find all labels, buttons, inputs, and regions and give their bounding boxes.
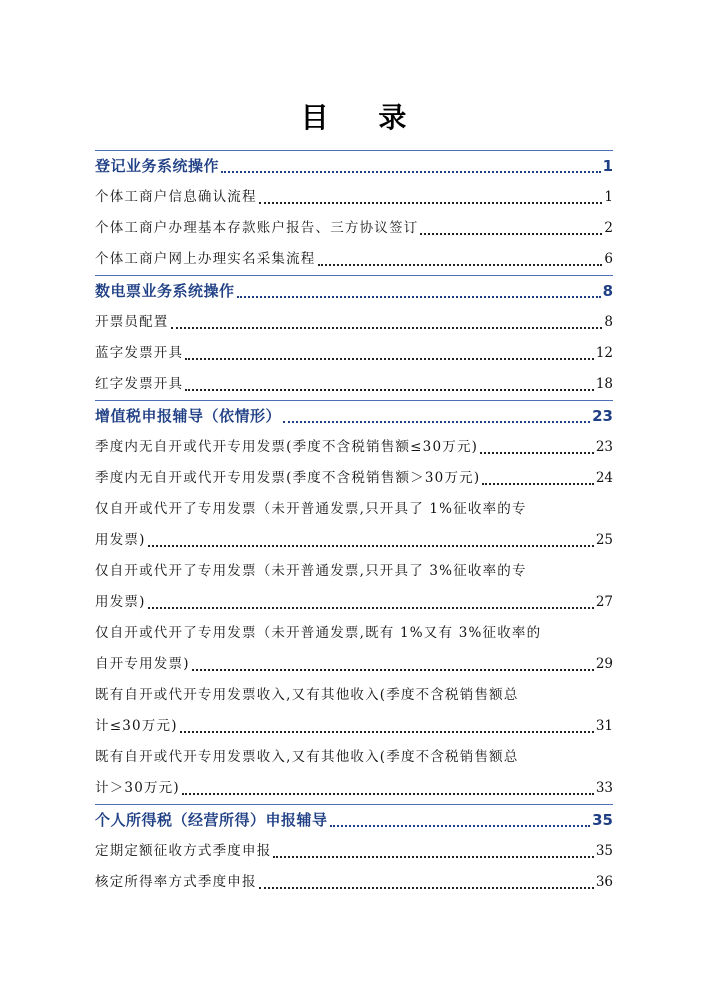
toc-page-number: 29 [595, 656, 613, 672]
toc-entry-label: 个体工商户信息确认流程 [95, 189, 257, 205]
toc-entry-label: 定期定额征收方式季度申报 [95, 843, 272, 859]
toc-entry[interactable] [95, 307, 613, 338]
toc-entry[interactable] [95, 867, 613, 898]
toc-entry-label: 增值税申报辅导（依情形） [95, 407, 282, 425]
toc-entry-label: 自开专用发票) [95, 656, 190, 672]
toc-entry-label: 核定所得率方式季度申报 [95, 874, 257, 890]
toc-page-number: 27 [595, 594, 613, 610]
toc-page-number: 2 [604, 220, 613, 236]
toc-section-heading[interactable] [95, 804, 613, 836]
dot-leader [182, 793, 594, 795]
toc-page-number: 1 [602, 157, 613, 175]
toc-entry[interactable] [95, 432, 613, 463]
toc-page-number: 6 [604, 251, 613, 267]
toc-entry[interactable] [95, 213, 613, 244]
toc-entry-label: 数电票业务系统操作 [95, 282, 235, 300]
toc-page-number: 25 [595, 532, 613, 548]
toc-page-number: 1 [604, 189, 613, 205]
dot-leader [148, 607, 594, 609]
dot-leader [259, 887, 594, 889]
toc-page-number: 35 [595, 843, 613, 859]
toc-page-number: 18 [595, 376, 613, 392]
toc-entry-label: 用发票) [95, 532, 146, 548]
toc-entry-label: 个体工商户网上办理实名采集流程 [95, 251, 316, 267]
toc-entry[interactable] [95, 494, 613, 556]
dot-leader [330, 825, 591, 827]
dot-leader [237, 296, 601, 298]
dot-leader [185, 389, 594, 391]
toc-entry-label-line1: 仅自开或代开了专用发票（未开普通发票,既有 1%又有 3%征收率的 [95, 625, 542, 641]
toc-entry[interactable] [95, 182, 613, 213]
dot-leader [148, 545, 594, 547]
toc-entry-label-line1: 仅自开或代开了专用发票（未开普通发票,只开具了 3%征收率的专 [95, 563, 527, 579]
toc-page-number: 8 [604, 314, 613, 330]
dot-leader [482, 483, 594, 485]
dot-leader [318, 264, 603, 266]
toc-entry-label: 蓝字发票开具 [95, 345, 184, 361]
toc-page-number: 31 [595, 718, 613, 734]
toc-entry[interactable] [95, 244, 613, 275]
dot-leader [192, 669, 594, 671]
toc-entry[interactable] [95, 338, 613, 369]
toc-section-heading[interactable] [95, 275, 613, 307]
toc-page-number: 36 [595, 874, 613, 890]
dot-leader [420, 233, 602, 235]
toc-entry-label-line1: 既有自开或代开专用发票收入,又有其他收入(季度不含税销售额总 [95, 749, 519, 765]
toc-entry-label: 用发票) [95, 594, 146, 610]
toc-entry[interactable] [95, 742, 613, 804]
dot-leader [273, 856, 593, 858]
dot-leader [185, 358, 594, 360]
toc-entry[interactable] [95, 463, 613, 494]
toc-entry[interactable] [95, 369, 613, 400]
dot-leader [171, 327, 603, 329]
toc-page-number: 35 [592, 811, 613, 829]
toc-section-heading[interactable] [95, 150, 613, 182]
toc-entry-label: 季度内无自开或代开专用发票(季度不含税销售额＞30万元) [95, 470, 481, 486]
toc-entry-label: 季度内无自开或代开专用发票(季度不含税销售额≤30万元) [95, 439, 479, 455]
toc-page-number: 33 [595, 780, 613, 796]
toc-entry-label: 个人所得税（经营所得）申报辅导 [95, 811, 328, 829]
toc-entry-label: 登记业务系统操作 [95, 157, 220, 175]
toc-entry-label: 计＞30万元) [95, 780, 180, 796]
toc-page-number: 12 [595, 345, 613, 361]
toc-entry-label: 个体工商户办理基本存款账户报告、三方协议签订 [95, 220, 419, 236]
toc-entry[interactable] [95, 680, 613, 742]
dot-leader [480, 452, 594, 454]
toc-entry[interactable] [95, 836, 613, 867]
dot-leader [259, 202, 603, 204]
toc-page-number: 23 [592, 407, 613, 425]
table-of-contents [95, 150, 613, 898]
toc-entry[interactable] [95, 556, 613, 618]
toc-page-number: 8 [602, 282, 613, 300]
toc-entry-label-line1: 既有自开或代开专用发票收入,又有其他收入(季度不含税销售额总 [95, 687, 519, 703]
dot-leader [180, 731, 594, 733]
toc-section-heading[interactable] [95, 400, 613, 432]
dot-leader [221, 171, 601, 173]
toc-entry-label: 开票员配置 [95, 314, 169, 330]
toc-entry-label: 红字发票开具 [95, 376, 184, 392]
toc-entry-label: 计≤30万元) [95, 718, 178, 734]
dot-leader [283, 421, 590, 423]
toc-entry[interactable] [95, 618, 613, 680]
toc-page-number: 24 [595, 470, 613, 486]
toc-page-number: 23 [595, 439, 613, 455]
page-title: 目 录 [300, 101, 427, 134]
toc-entry-label-line1: 仅自开或代开了专用发票（未开普通发票,只开具了 1%征收率的专 [95, 501, 527, 517]
